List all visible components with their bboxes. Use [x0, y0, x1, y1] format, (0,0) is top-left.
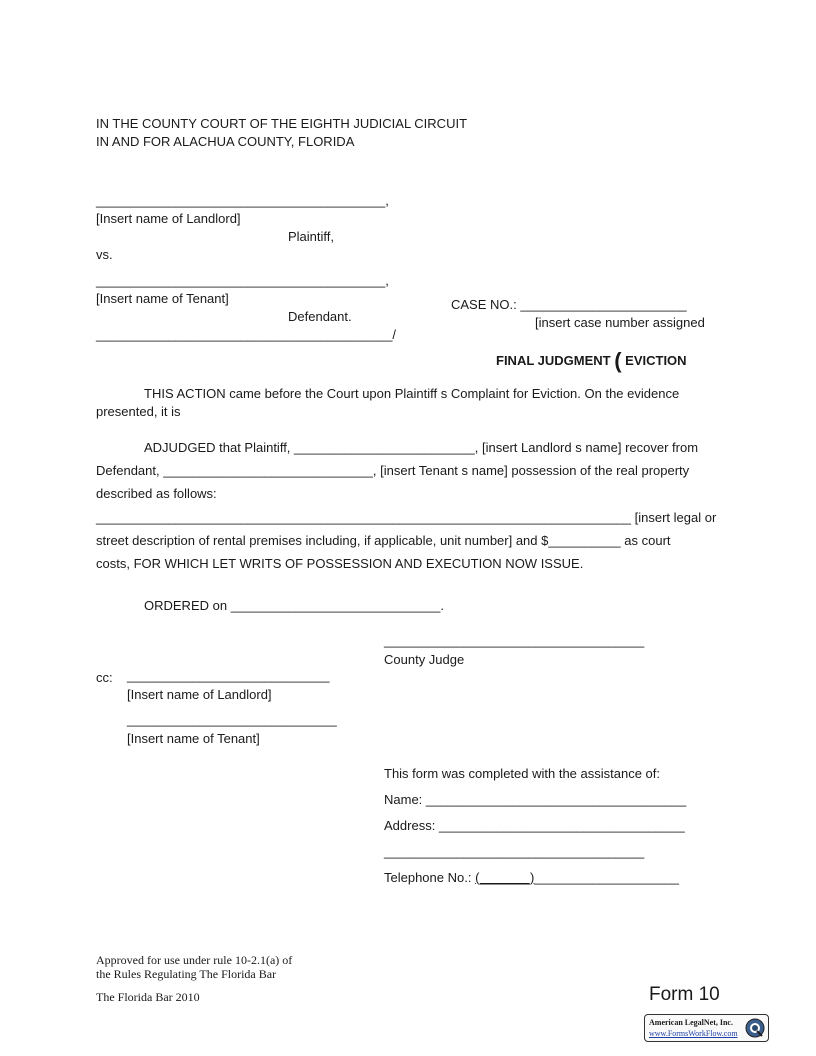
case-number-hint: [insert case number assigned [535, 315, 705, 330]
form-number: Form 10 [649, 984, 720, 1005]
assistance-address-line-2[interactable]: ____________________________________ [384, 844, 645, 859]
telephone-area-code[interactable]: (_______) [475, 870, 535, 885]
title-paren: ( [614, 348, 622, 373]
action-paragraph-line-1: THIS ACTION came before the Court upon Plaintiff s Complaint for Eviction. On the evidence [144, 386, 680, 401]
adjudged-line-1[interactable]: ADJUDGED that Plaintiff, _________________________, [insert Landlord s name] recover from [144, 440, 699, 455]
case-number-field[interactable]: CASE NO.: _______________________ [451, 297, 687, 312]
adjudged-line-3: described as follows: [96, 486, 217, 501]
assistance-name-field[interactable]: Name: ____________________________________ [384, 792, 687, 807]
cc-landlord-label: [Insert name of Landlord] [127, 687, 272, 702]
americanlegalnet-logo[interactable] [644, 1014, 769, 1042]
court-title-line-1: IN THE COUNTY COURT OF THE EIGHTH JUDICIAL CIRCUIT [96, 116, 468, 131]
logo-website-link[interactable]: www.FormsWorkFlow.com [649, 1029, 738, 1038]
county-judge-label: County Judge [384, 652, 465, 667]
cc-landlord-blank[interactable]: ____________________________ [127, 668, 330, 683]
cc-label: cc: [96, 670, 113, 685]
assistance-telephone-field[interactable] [384, 870, 679, 886]
approval-line-2: the Rules Regulating The Florida Bar [96, 967, 277, 981]
assistance-heading: This form was completed with the assistance of: [384, 766, 661, 781]
tenant-name-label: [Insert name of Tenant] [96, 291, 229, 306]
title-part-2: EVICTION [621, 353, 687, 368]
globe-icon [745, 1018, 765, 1038]
legal-description-blank[interactable]: __________________________________________________________________________ [insert legal or [96, 510, 717, 525]
approval-line-1: Approved for use under rule 10-2.1(a) of [96, 953, 293, 967]
adjudged-line-6: costs, FOR WHICH LET WRITS OF POSSESSION AND EXECUTION NOW ISSUE. [96, 556, 584, 571]
action-paragraph-line-2: presented, it is [96, 404, 181, 419]
court-title-line-2: IN AND FOR ALACHUA COUNTY, FLORIDA [96, 134, 355, 149]
landlord-name-label: [Insert name of Landlord] [96, 211, 241, 226]
landlord-name-blank[interactable]: ________________________________________, [96, 193, 389, 208]
telephone-number-blank[interactable]: ____________________ [534, 870, 679, 885]
cc-tenant-blank[interactable]: _____________________________ [127, 712, 337, 727]
versus-label: vs. [96, 247, 113, 262]
telephone-label: Telephone No.: [384, 870, 476, 885]
plaintiff-label: Plaintiff, [288, 229, 335, 244]
document-title [496, 348, 687, 373]
title-part-1: FINAL JUDGMENT [496, 353, 615, 368]
judge-signature-line[interactable]: ____________________________________ [384, 633, 645, 648]
tenant-name-blank[interactable]: ________________________________________, [96, 273, 389, 288]
defendant-label: Defendant. [288, 309, 352, 324]
florida-bar-year: The Florida Bar 2010 [96, 990, 200, 1004]
logo-company-name: American LegalNet, Inc. [649, 1018, 733, 1027]
caption-closing-line: _________________________________________/ [96, 327, 397, 342]
assistance-address-field[interactable]: Address: __________________________________ [384, 818, 685, 833]
ordered-on-field[interactable]: ORDERED on _____________________________. [144, 598, 444, 613]
cc-tenant-label: [Insert name of Tenant] [127, 731, 260, 746]
adjudged-line-5[interactable]: street description of rental premises including, if applicable, unit number] and $__________ as court [96, 533, 671, 548]
adjudged-line-2[interactable]: Defendant, _____________________________, [insert Tenant s name] possession of the real property [96, 463, 690, 478]
